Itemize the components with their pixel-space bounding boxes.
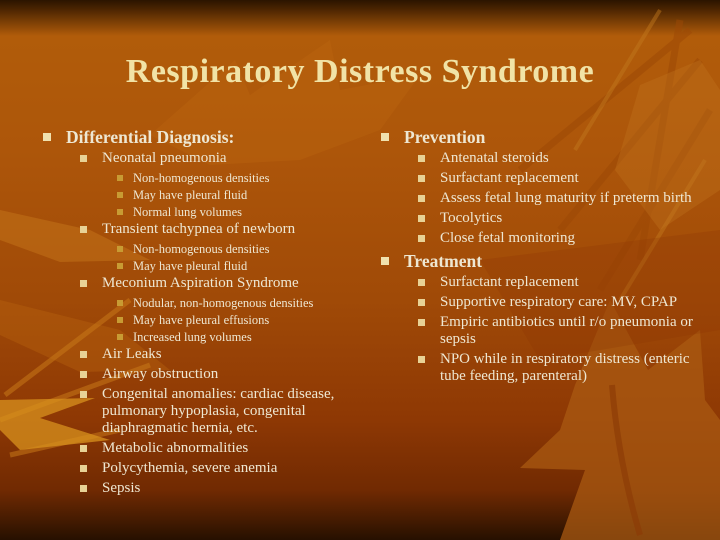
outline-heading-differential-diagnosis bbox=[43, 126, 348, 148]
bullet-square-icon bbox=[80, 445, 87, 452]
bullet-square-icon bbox=[418, 299, 425, 306]
outline-item: Empiric antibiotics until r/o pneumonia or sepsis bbox=[418, 314, 706, 348]
bullet-square-icon bbox=[418, 155, 425, 162]
outline-subitem: Increased lung volumes bbox=[117, 329, 348, 345]
heading-label: Differential Diagnosis: bbox=[66, 127, 235, 147]
outline-item: Close fetal monitoring bbox=[418, 230, 706, 247]
outline-subitem: Non-homogenous densities bbox=[117, 241, 348, 257]
bullet-square-icon bbox=[117, 209, 123, 215]
outline-item: Surfactant replacement bbox=[418, 170, 706, 187]
slide-title: Respiratory Distress Syndrome bbox=[125, 53, 595, 90]
bullet-square-icon bbox=[117, 317, 123, 323]
outline-item: Metabolic abnormalities bbox=[80, 440, 348, 457]
bullet-square-icon bbox=[418, 215, 425, 222]
left-column bbox=[43, 126, 348, 500]
outline-item: NPO while in respiratory distress (enteric tube feeding, parenteral) bbox=[418, 351, 706, 385]
bullet-square-icon bbox=[117, 263, 123, 269]
outline-item: Assess fetal lung maturity if preterm birth bbox=[418, 190, 706, 207]
bullet-square-icon bbox=[418, 319, 425, 326]
outline-item: Sepsis bbox=[80, 480, 348, 497]
outline-item: Transient tachypnea of newborn bbox=[80, 221, 348, 238]
bullet-square-icon bbox=[117, 246, 123, 252]
bullet-square-icon bbox=[80, 391, 87, 398]
right-column bbox=[381, 126, 706, 388]
outline-subitem: Non-homogenous densities bbox=[117, 170, 348, 186]
outline-heading-prevention bbox=[381, 126, 706, 148]
outline-item: Supportive respiratory care: MV, CPAP bbox=[418, 294, 706, 311]
outline-item: Polycythemia, severe anemia bbox=[80, 460, 348, 477]
outline-item: Meconium Aspiration Syndrome bbox=[80, 275, 348, 292]
heading-label: Prevention bbox=[404, 127, 486, 147]
bullet-square-icon bbox=[117, 300, 123, 306]
bullet-square-icon bbox=[418, 175, 425, 182]
bullet-square-icon bbox=[381, 133, 389, 141]
heading-label: Treatment bbox=[404, 251, 483, 271]
outline-item: Surfactant replacement bbox=[418, 274, 706, 291]
bullet-square-icon bbox=[117, 334, 123, 340]
bullet-square-icon bbox=[80, 465, 87, 472]
bullet-square-icon bbox=[80, 280, 87, 287]
outline-subitem: Normal lung volumes bbox=[117, 204, 348, 220]
outline-item: Congenital anomalies: cardiac disease, pulmonary hypoplasia, congenital diaphragmatic hernia, etc. bbox=[80, 386, 348, 437]
outline-subitem: Nodular, non-homogenous densities bbox=[117, 295, 348, 311]
bullet-square-icon bbox=[80, 371, 87, 378]
bullet-square-icon bbox=[418, 356, 425, 363]
outline-subitem: May have pleural fluid bbox=[117, 258, 348, 274]
bullet-square-icon bbox=[80, 226, 87, 233]
outline-item: Tocolytics bbox=[418, 210, 706, 227]
bullet-square-icon bbox=[117, 175, 123, 181]
outline-item: Neonatal pneumonia bbox=[80, 150, 348, 167]
bullet-square-icon bbox=[80, 485, 87, 492]
bullet-square-icon bbox=[418, 279, 425, 286]
bullet-square-icon bbox=[80, 351, 87, 358]
outline-item: Antenatal steroids bbox=[418, 150, 706, 167]
outline-subitem: May have pleural effusions bbox=[117, 312, 348, 328]
bullet-square-icon bbox=[117, 192, 123, 198]
outline-item: Air Leaks bbox=[80, 346, 348, 363]
bullet-square-icon bbox=[418, 235, 425, 242]
bullet-square-icon bbox=[43, 133, 51, 141]
bullet-square-icon bbox=[80, 155, 87, 162]
outline-heading-treatment bbox=[381, 250, 706, 272]
bullet-square-icon bbox=[418, 195, 425, 202]
outline-item: Airway obstruction bbox=[80, 366, 348, 383]
outline-subitem: May have pleural fluid bbox=[117, 187, 348, 203]
bullet-square-icon bbox=[381, 257, 389, 265]
